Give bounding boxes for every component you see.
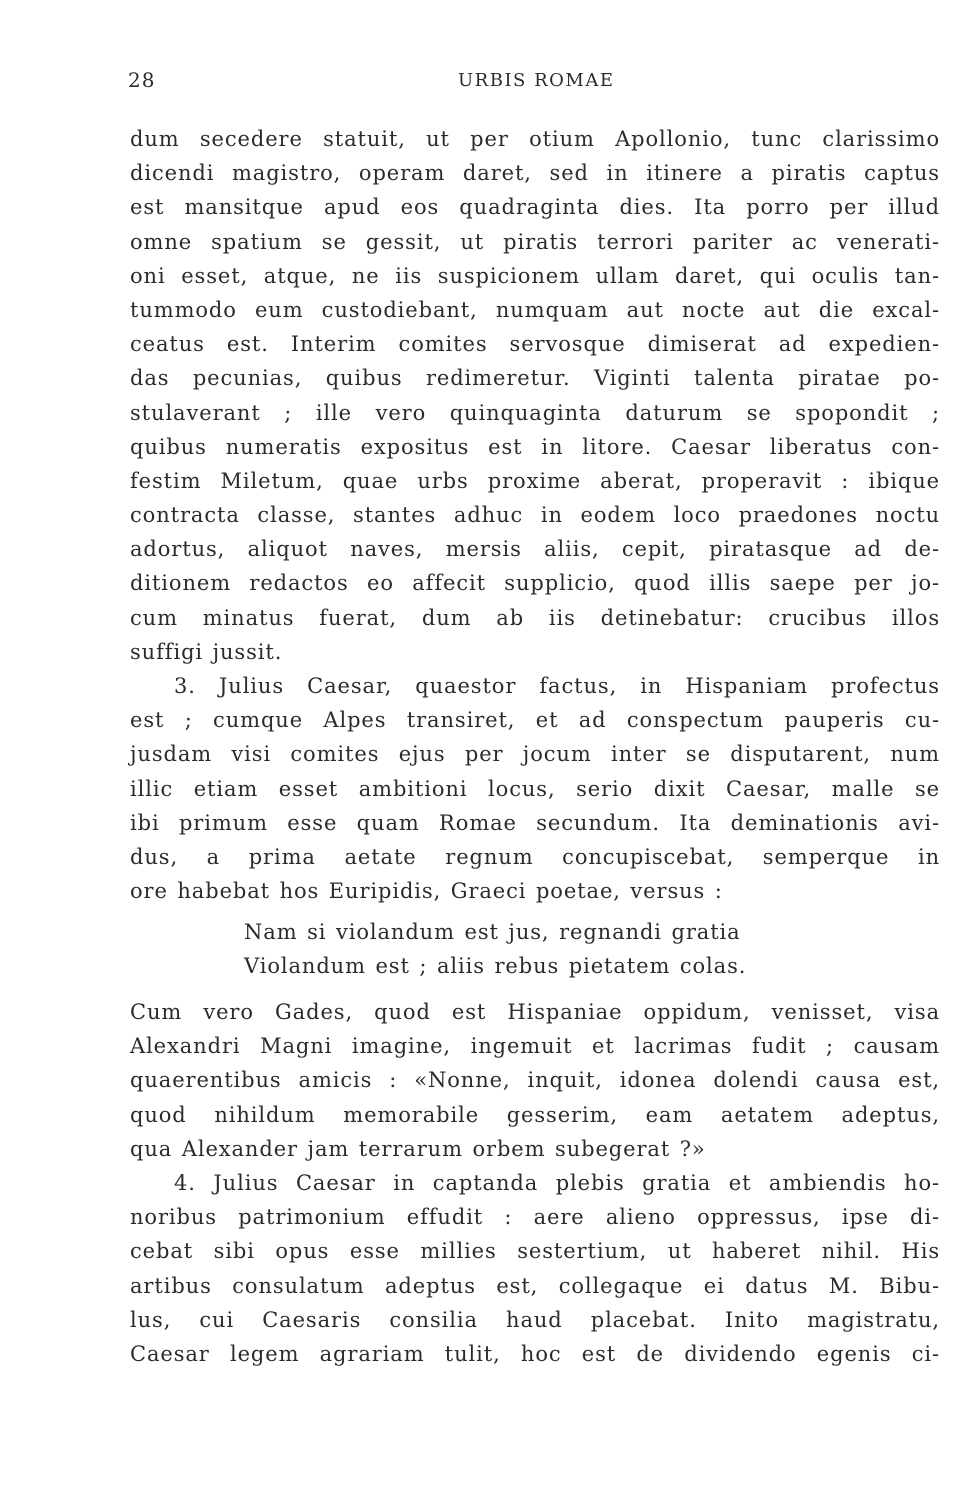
text-line: Caesar legem agrariam tulit, hoc est de dividendo egenis ci- <box>130 1341 940 1366</box>
paragraph-start-line: 3. Julius Caesar, quaestor factus, in Hispaniam profectus <box>174 674 940 698</box>
text-line: jusdam visi comites ejus per jocum inter se disputarent, num <box>130 742 940 767</box>
text-line: est mansitque apud eos quadraginta dies. Ita porro per illud <box>130 195 940 220</box>
running-head: URBIS ROMAE <box>458 70 615 91</box>
text-line: dum secedere statuit, ut per otium Apollonio, tunc clarissimo <box>130 127 940 151</box>
text-line: Alexandri Magni imagine, ingemuit et lacrimas fudit ; causam <box>130 1034 940 1059</box>
text-line: oni esset, atque, ne iis suspicionem ullam daret, qui oculis tan- <box>130 263 940 288</box>
text-line: noribus patrimonium effudit : aere alieno oppressus, ipse di- <box>130 1205 940 1230</box>
text-line: dus, a prima aetate regnum concupiscebat, semperque in <box>130 844 940 869</box>
text-line: ore habebat hos Euripidis, Graeci poetae, versus : <box>130 879 723 904</box>
verse-line: Nam si violandum est jus, regnandi gratia <box>244 920 741 944</box>
text-line: festim Miletum, quae urbs proxime aberat, properavit : ibique <box>130 468 940 493</box>
text-line: ceatus est. Interim comites servosque dimiserat ad expedien- <box>130 332 940 357</box>
text-line: illic etiam esset ambitioni locus, serio dixit Caesar, malle se <box>130 776 940 801</box>
text-line: omne spatium se gessit, ut piratis terrori pariter ac venerati- <box>130 229 940 254</box>
page-number: 28 <box>128 68 156 92</box>
text-block-bottom <box>130 995 940 1371</box>
verse-line: Violandum est ; aliis rebus pietatem colas. <box>244 954 747 978</box>
page-header <box>128 68 940 94</box>
text-line: suffigi jussit. <box>130 639 283 664</box>
text-line: adortus, aliquot naves, mersis aliis, cepit, piratasque ad de- <box>130 537 940 562</box>
text-line: qua Alexander jam terrarum orbem subegerat ?» <box>130 1136 706 1161</box>
text-line: quibus numeratis expositus est in litore. Caesar liberatus con- <box>130 434 940 459</box>
text-line: contracta classe, stantes adhuc in eodem loco praedones noctu <box>130 503 940 528</box>
text-line: quaerentibus amicis : «Nonne, inquit, idonea dolendi causa est, <box>130 1068 940 1093</box>
text-line: stulaverant ; ille vero quinquaginta daturum se spopondit ; <box>130 400 940 425</box>
text-line: cebat sibi opus esse millies sestertium, ut haberet nihil. His <box>130 1239 940 1264</box>
text-line: das pecunias, quibus redimeretur. Viginti talenta piratae po- <box>130 366 940 391</box>
text-line: dicendi magistro, operam daret, sed in itinere a piratis captus <box>130 161 940 186</box>
text-block-top <box>130 122 940 908</box>
text-line: lus, cui Caesaris consilia haud placebat. Inito magistratu, <box>130 1307 940 1332</box>
text-line: ibi primum esse quam Romae secundum. Ita deminationis avi- <box>130 810 940 835</box>
text-line: quod nihildum memorabile gesserim, eam aetatem adeptus, <box>130 1102 940 1127</box>
text-line: Cum vero Gades, quod est Hispaniae oppidum, venisset, visa <box>130 1000 940 1024</box>
text-line: artibus consulatum adeptus est, collegaque ei datus M. Bibu- <box>130 1273 940 1298</box>
text-line: cum minatus fuerat, dum ab iis detinebatur: crucibus illos <box>130 605 940 630</box>
text-line: ditionem redactos eo affecit supplicio, quod illis saepe per jo- <box>130 571 940 596</box>
paragraph-start-line: 4. Julius Caesar in captanda plebis gratia et ambiendis ho- <box>174 1170 940 1195</box>
text-line: est ; cumque Alpes transiret, et ad conspectum pauperis cu- <box>130 708 940 733</box>
text-line: tummodo eum custodiebant, numquam aut nocte aut die excal- <box>130 297 940 322</box>
